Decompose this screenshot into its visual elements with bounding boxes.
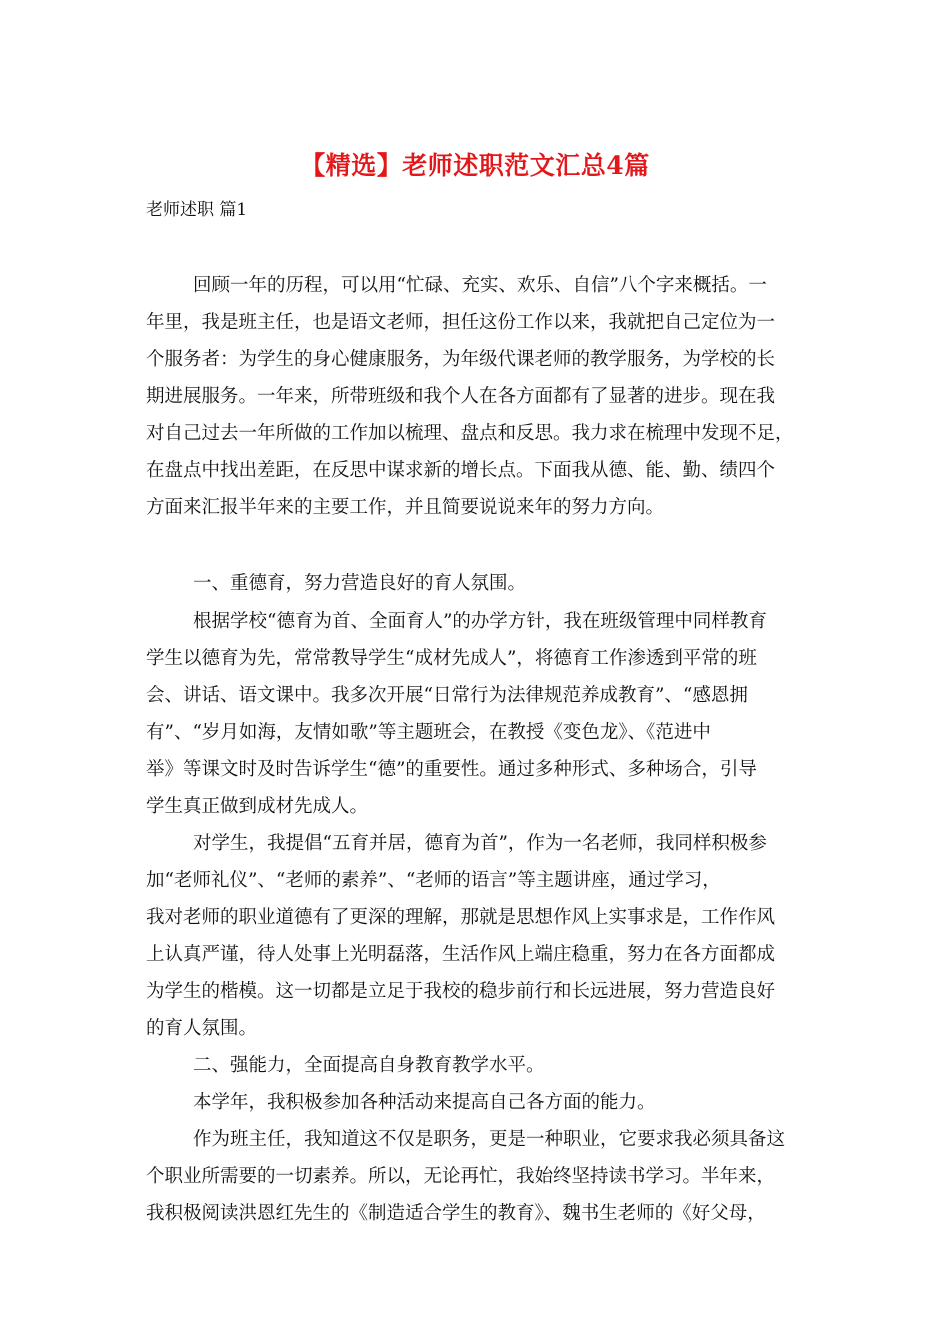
paragraph-line: 为学生的楷模。这一切都是立足于我校的稳步前行和长远进展，努力营造良好 [146, 981, 776, 1002]
paragraph-line: 对自己过去一年所做的工作加以梳理、盘点和反思。我力求在梳理中发现不足， [146, 423, 794, 444]
paragraph-line: 根据学校“德育为首、全面育人”的办学方针，我在班级管理中同样教育 [193, 611, 767, 632]
paragraph-line: 年里，我是班主任，也是语文老师，担任这份工作以来，我就把自己定位为一 [146, 312, 776, 333]
paragraph-line: 作为班主任，我知道这不仅是职务，更是一种职业，它要求我必须具备这 [193, 1129, 786, 1150]
document-title: 【精选】老师述职范文汇总4篇 [300, 151, 650, 180]
paragraph-line: 会、讲话、语文课中。我多次开展“日常行为法律规范养成教育”、“感恩拥 [146, 685, 748, 706]
paragraph-line: 我积极阅读洪恩红先生的《制造适合学生的教育》、魏书生老师的《好父母， [146, 1203, 766, 1224]
paragraph-line: 在盘点中找出差距，在反思中谋求新的增长点。下面我从德、能、勤、绩四个 [146, 460, 776, 481]
paragraph-line: 我对老师的职业道德有了更深的理解，那就是思想作风上实事求是，工作作风 [146, 907, 776, 928]
paragraph-line: 学生真正做到成材先成人。 [146, 796, 369, 817]
paragraph-line: 的育人氛围。 [146, 1018, 258, 1039]
paragraph-line: 举》等课文时及时告诉学生“德”的重要性。通过多种形式、多种场合，引导 [146, 759, 757, 780]
paragraph-line: 方面来汇报半年来的主要工作，并且简要说说来年的努力方向。 [146, 497, 665, 518]
paragraph-line: 对学生，我提倡“五育并居，德育为首”，作为一名老师，我同样积极参 [193, 833, 767, 854]
paragraph-line: 期进展服务。一年来，所带班级和我个人在各方面都有了显著的进步。现在我 [146, 386, 776, 407]
paragraph-line: 学生以德育为先，常常教导学生“成材先成人”，将德育工作渗透到平常的班 [146, 648, 757, 669]
paragraph-line: 上认真严谨，待人处事上光明磊落，生活作风上端庄稳重，努力在各方面都成 [146, 944, 776, 965]
section-heading: 老师述职 篇1 [146, 200, 248, 220]
paragraph-line: 个服务者：为学生的身心健康服务，为年级代课老师的教学服务，为学校的长 [146, 349, 776, 370]
paragraph-line: 本学年，我积极参加各种活动来提高自己各方面的能力。 [193, 1092, 656, 1113]
paragraph-line: 加“老师礼仪”、“老师的素养”、“老师的语言”等主题讲座，通过学习， [146, 870, 721, 891]
paragraph-line: 有”、“岁月如海，友情如歌”等主题班会，在教授《变色龙》、《范进中 [146, 722, 711, 743]
paragraph-line: 个职业所需要的一切素养。所以，无论再忙，我始终坚持读书学习。半年来， [146, 1166, 776, 1187]
section-heading-line: 一、重德育，努力营造良好的育人氛围。 [193, 573, 527, 594]
section-heading-line: 二、强能力，全面提高自身教育教学水平。 [193, 1055, 545, 1076]
paragraph-line: 回顾一年的历程，可以用“忙碌、充实、欢乐、自信”八个字来概括。一 [193, 275, 767, 296]
